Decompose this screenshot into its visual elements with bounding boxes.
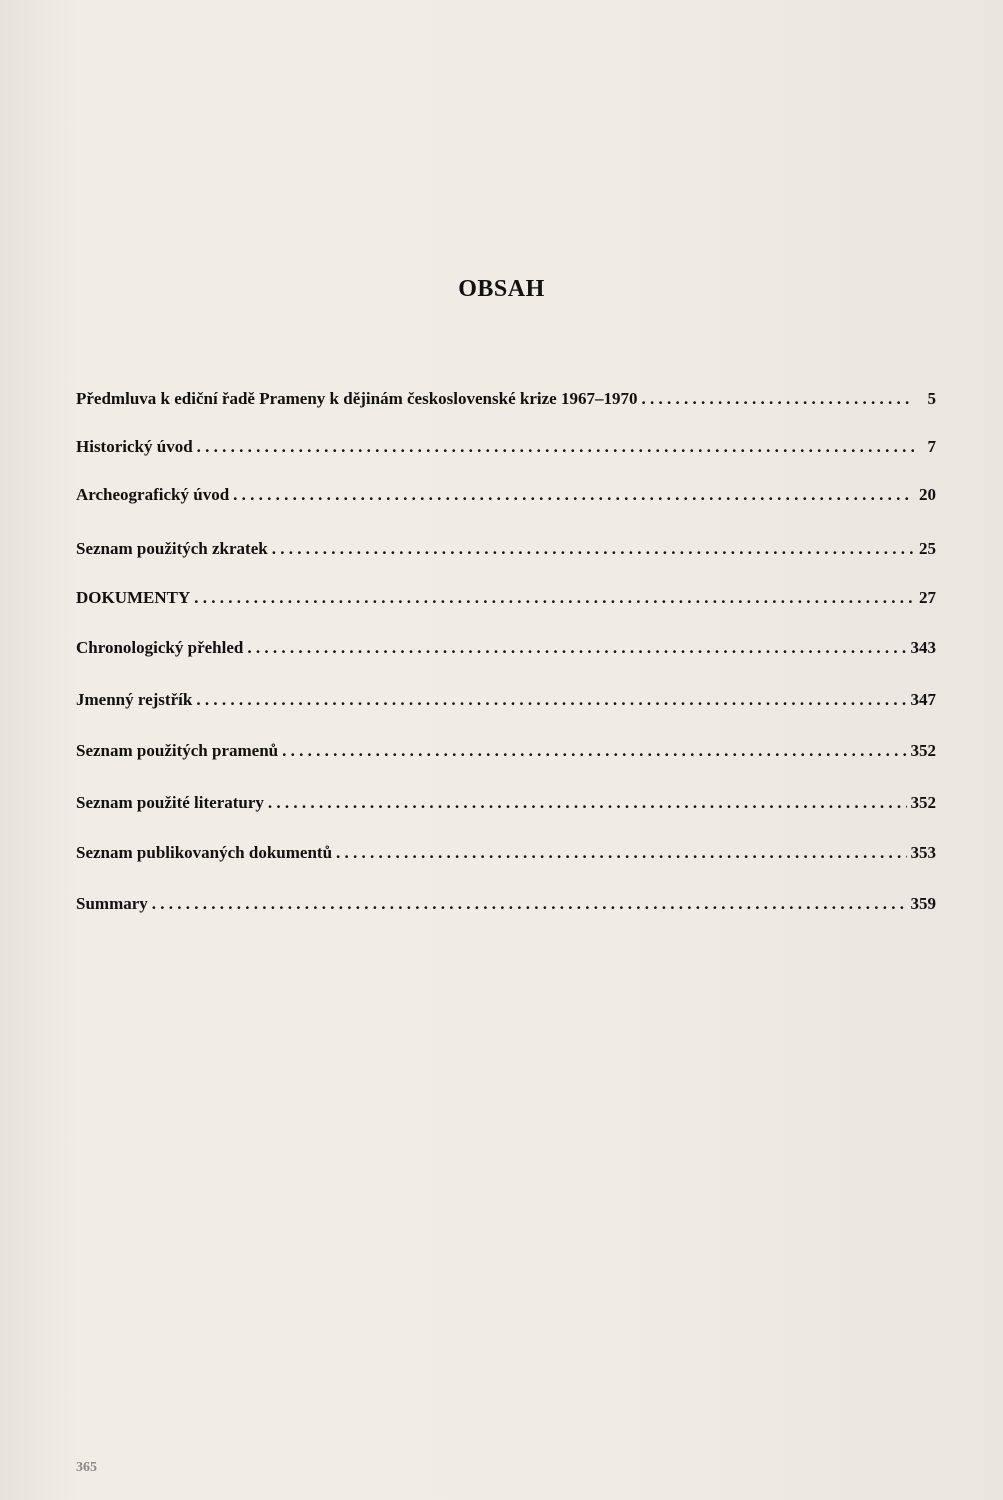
toc-entry	[76, 437, 936, 463]
toc-entry-label: Summary	[76, 894, 148, 913]
toc-leader-dots	[247, 638, 906, 658]
toc-entry-label: Jmenný rejstřík	[76, 690, 193, 709]
toc-leader-dots	[282, 741, 906, 761]
toc-entry-page: 359	[910, 894, 936, 913]
toc-leader-dots	[197, 437, 914, 457]
toc-entry-page: 352	[910, 793, 936, 812]
toc-entry-page: 25	[919, 539, 936, 558]
toc-entry	[76, 485, 936, 511]
toc-leader-dots	[336, 843, 906, 863]
toc-entry-label: Předmluva k ediční řadě Prameny k dějinám československé krize 1967–1970	[76, 389, 638, 408]
toc-entry-label: Archeografický úvod	[76, 485, 230, 504]
toc-entry-label: DOKUMENTY	[76, 588, 191, 607]
toc-entry-label: Seznam použitých pramenů	[76, 741, 279, 760]
toc-entry-page: 20	[919, 485, 936, 504]
toc-entry	[76, 741, 936, 767]
toc-entry-label: Historický úvod	[76, 437, 193, 456]
toc-entry-page: 343	[910, 638, 936, 657]
page-title: OBSAH	[458, 276, 545, 302]
toc-leader-dots	[272, 539, 914, 559]
toc-leader-dots	[268, 793, 907, 813]
page-number: 365	[76, 1460, 97, 1475]
toc-entry-page: 5	[927, 389, 936, 408]
toc-entry-label: Seznam použité literatury	[76, 793, 264, 812]
toc-leader-dots	[196, 690, 906, 710]
toc-entry	[76, 793, 936, 819]
toc-entry-label: Seznam publikovaných dokumentů	[76, 843, 333, 862]
toc-entry	[76, 690, 936, 716]
toc-entry-page: 353	[910, 843, 936, 862]
toc-leader-dots	[152, 894, 907, 914]
toc-entry	[76, 539, 936, 565]
toc-leader-dots	[194, 588, 914, 608]
toc-entry-label: Seznam použitých zkratek	[76, 539, 268, 558]
toc-entry	[76, 638, 936, 664]
toc-entry-page: 352	[910, 741, 936, 760]
toc-entry-page: 7	[927, 437, 936, 456]
toc-entry	[76, 588, 936, 614]
toc-leader-dots	[233, 485, 914, 505]
toc-entry	[76, 843, 936, 869]
toc-entry-label: Chronologický přehled	[76, 638, 244, 657]
toc-entry	[76, 389, 936, 415]
toc-entry-page: 347	[910, 690, 936, 709]
toc-entry-page: 27	[919, 588, 936, 607]
toc-leader-dots	[641, 389, 914, 409]
toc-entry	[76, 894, 936, 920]
